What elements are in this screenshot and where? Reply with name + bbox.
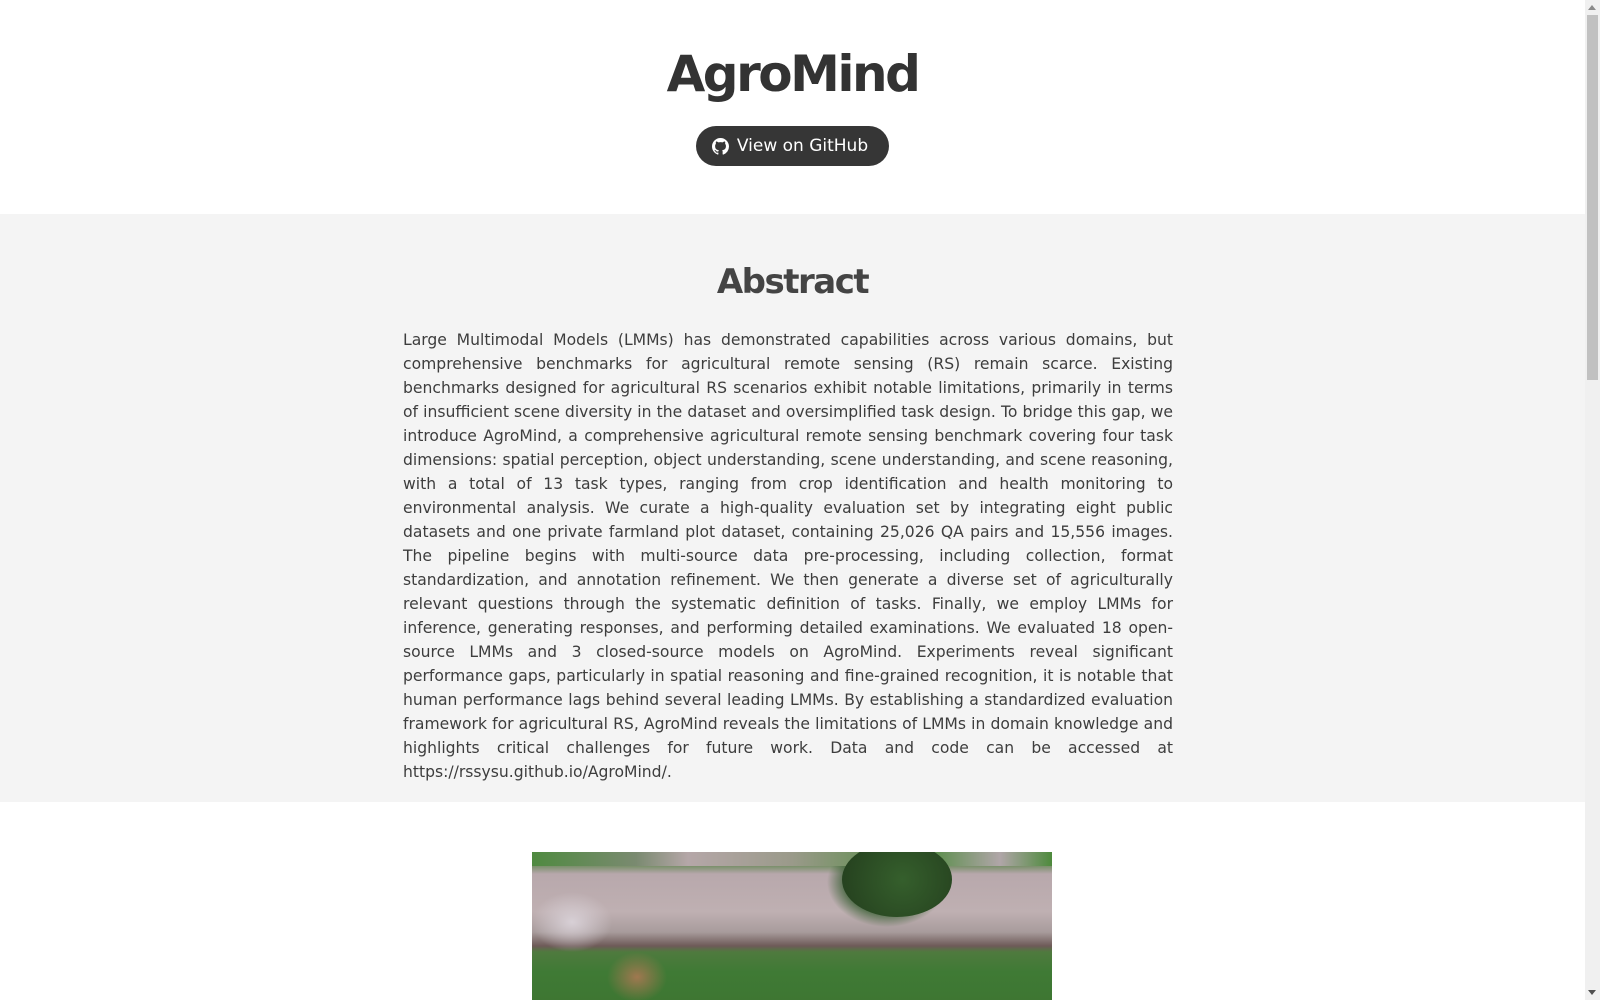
figure-section	[0, 802, 1585, 1000]
abstract-text: Large Multimodal Models (LMMs) has demonstrated capabilities across various domains, but comprehensive benchmarks for agricultural remote sensing (RS) remain scarce. Existing benchmarks designed for agricultural RS scenarios exhibit notable limitations, primarily in terms of insufficient scene diversity in the dataset and oversimplified task design. To bridge this gap, we introduce AgroMind, a comprehensive agricultural remote sensing benchmark covering four task dimensions: spatial perception, object understanding, scene understanding, and scene reasoning, with a total of 13 task types, ranging from crop identification and health monitoring to environmental analysis. We curate a high-quality evaluation set by integrating eight public datasets and one private farmland plot dataset, containing 25,026 QA pairs and 15,556 images. The pipeline begins with multi-source data pre-processing, including collection, format standardization, and annotation refinement. We then generate a diverse set of agriculturally relevant questions through the systematic definition of tasks. Finally, we employ LMMs for inference, generating responses, and performing detailed examinations. We evaluated 18 open-source LMMs and 3 closed-source models on AgroMind. Experiments reveal significant performance gaps, particularly in spatial reasoning and fine-grained recognition, it is notable that human performance lags behind several leading LMMs. By establishing a standardized evaluation framework for agricultural RS, AgroMind reveals the limitations of LMMs in domain knowledge and highlights critical challenges for future work. Data and code can be accessed at https://rssysu.github.io/AgroMind/.	[403, 331, 1173, 781]
abstract-section	[0, 214, 1585, 802]
scroll-up-arrow-icon[interactable]	[1588, 5, 1596, 10]
vertical-scrollbar[interactable]	[1585, 0, 1600, 1000]
scrollbar-thumb[interactable]	[1587, 15, 1598, 380]
github-button-label: View on GitHub	[736, 136, 869, 156]
image-tree-canopy	[842, 852, 952, 917]
view-on-github-button[interactable]	[696, 126, 889, 166]
page-title: AgroMind	[666, 45, 919, 103]
image-top-vegetation	[532, 852, 1052, 866]
abstract-heading: Abstract	[716, 262, 869, 302]
hero-header	[0, 0, 1585, 214]
scroll-down-arrow-icon[interactable]	[1588, 990, 1596, 995]
aerial-farmland-image	[532, 852, 1052, 1000]
github-icon	[712, 138, 729, 155]
